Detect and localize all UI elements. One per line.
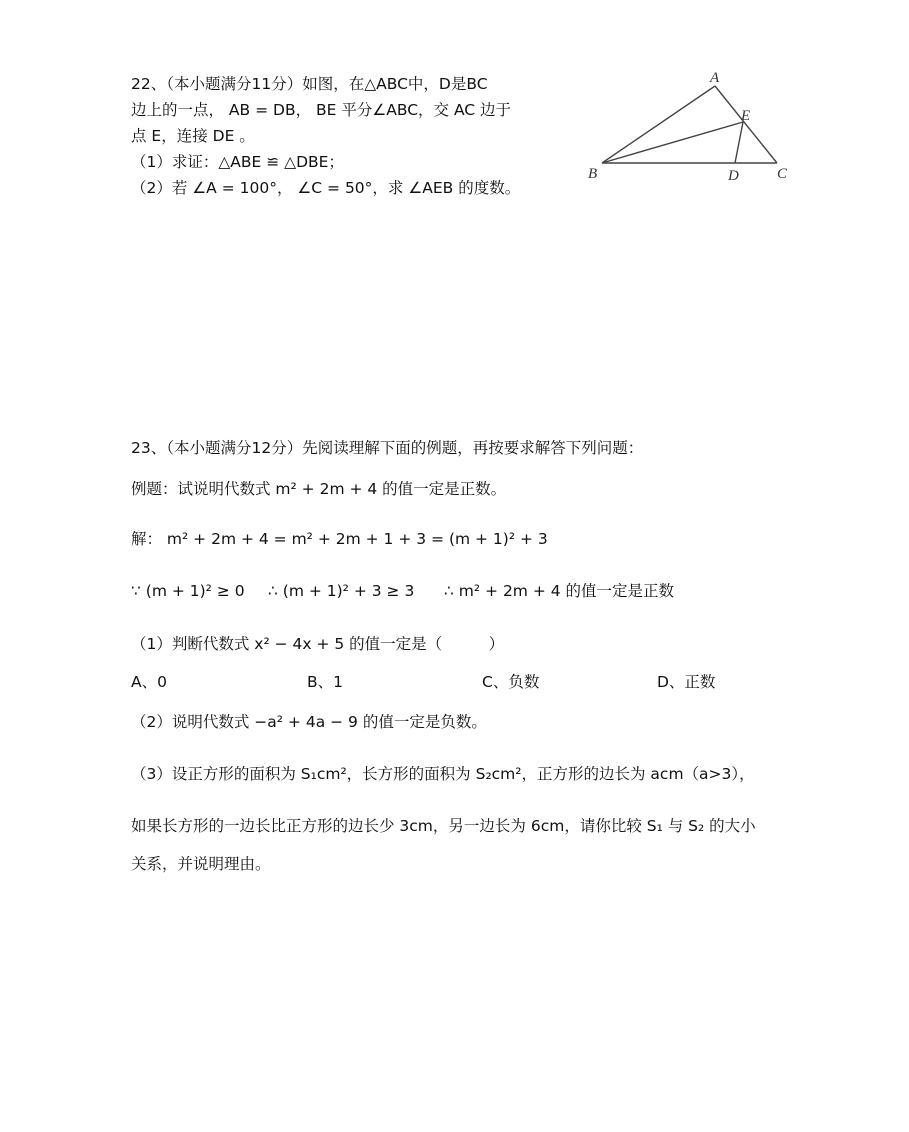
label-b: B <box>588 166 598 182</box>
segment-ac <box>715 86 777 163</box>
q23-example: 例题：试说明代数式 m² + 2m + 4 的值一定是正数。 <box>131 480 507 498</box>
q23-part-3-line-1: （3）设正方形的面积为 S₁cm²，长方形的面积为 S₂cm²，正方形的边长为 acm（a>3）， <box>131 765 755 783</box>
q23-intro: 23、（本小题满分12分）先阅读理解下面的例题，再按要求解答下列问题： <box>131 439 644 457</box>
q23-part-2: （2）说明代数式 −a² + 4a − 9 的值一定是负数。 <box>131 713 487 731</box>
q22-part-1: （1）求证：△ABE ≌ △DBE； <box>131 153 344 171</box>
q23-part-1: （1）判断代数式 x² − 4x + 5 的值一定是（ ） <box>131 635 505 653</box>
option-d: D、正数 <box>657 673 716 691</box>
label-d: D <box>728 168 739 184</box>
q23-part-3-line-3: 关系，并说明理由。 <box>131 855 271 873</box>
q23-therefore-2: ∴ m² + 2m + 4 的值一定是正数 <box>444 582 675 600</box>
option-c: C、负数 <box>482 673 540 691</box>
q23-because: ∵ (m + 1)² ≥ 0 <box>131 582 245 600</box>
q22-part-2: （2）若 ∠A = 100°， ∠C = 50°，求 ∠AEB 的度数。 <box>131 179 521 197</box>
segment-de <box>735 122 743 163</box>
label-a: A <box>710 70 720 86</box>
q23-therefore-1: ∴ (m + 1)² + 3 ≥ 3 <box>268 582 415 600</box>
q23-part-3-line-2: 如果长方形的一边长比正方形的边长少 3cm，另一边长为 6cm，请你比较 S₁ 与 S₂ 的大小 <box>131 817 756 835</box>
q23-solution: 解： m² + 2m + 4 = m² + 2m + 1 + 3 = (m + 1)² + 3 <box>131 530 548 548</box>
option-b: B、1 <box>307 673 343 691</box>
triangle-figure <box>580 70 800 190</box>
q22-line-1: 22、（本小题满分11分）如图，在△ABC中，D是BC <box>131 75 488 93</box>
label-e: E <box>741 108 751 124</box>
option-a: A、0 <box>131 673 167 691</box>
q22-line-2: 边上的一点， AB = DB， BE 平分∠ABC，交 AC 边于 <box>131 101 512 119</box>
label-c: C <box>777 166 788 182</box>
q23-options <box>131 671 751 693</box>
q22-line-3: 点 E，连接 DE 。 <box>131 127 255 145</box>
segment-be <box>602 122 743 163</box>
segment-ab <box>602 86 715 163</box>
